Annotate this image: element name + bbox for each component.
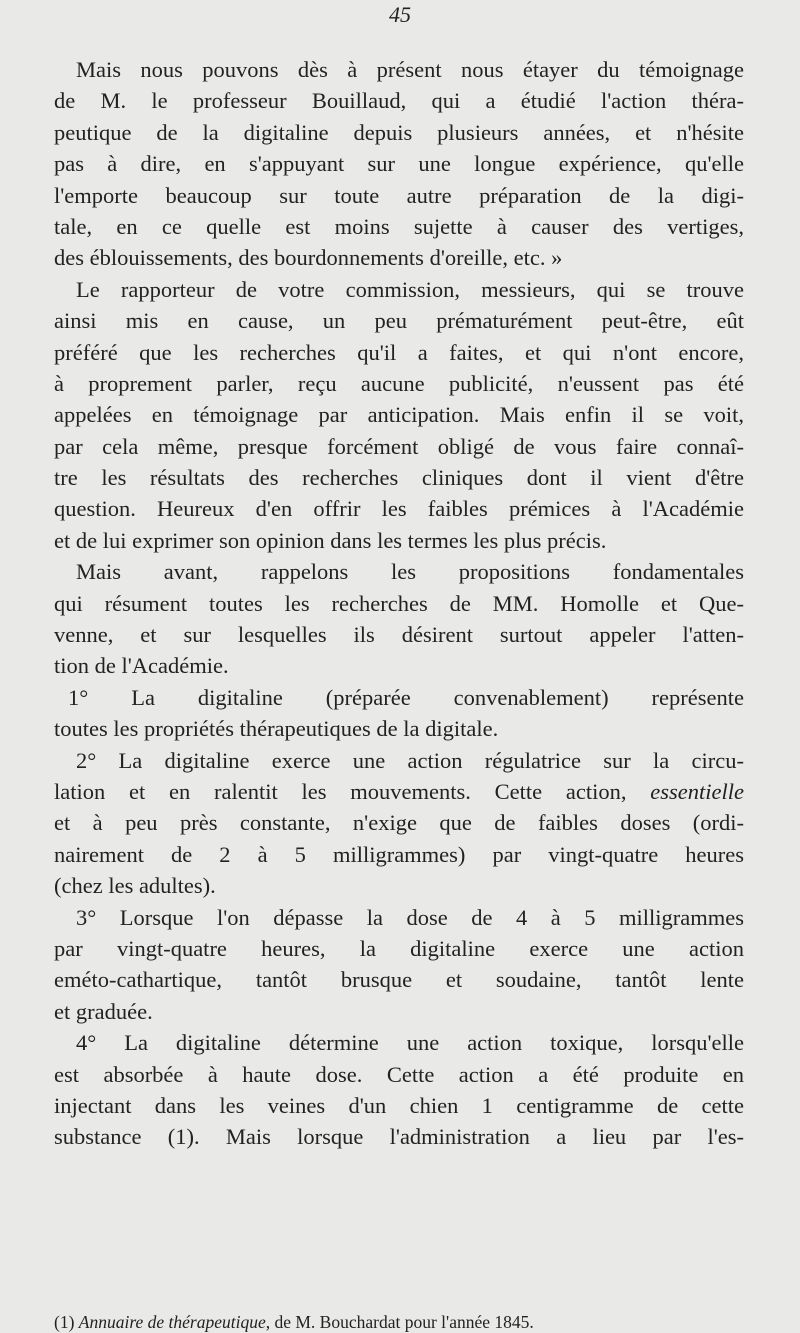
text-line — [54, 525, 744, 556]
text-line-content: Le rapporteur de votre commission, messieurs, qui se trouve — [76, 276, 744, 302]
text-line — [54, 713, 744, 744]
italic-word: essentielle — [650, 778, 744, 804]
body-text — [54, 54, 744, 1153]
text-line — [54, 933, 744, 964]
text-line-content: injectant dans les veines d'un chien 1 centigramme de cette — [54, 1092, 744, 1118]
text-line — [54, 1121, 744, 1152]
text-line-content: Mais nous pouvons dès à présent nous étayer du témoignage — [76, 57, 744, 82]
text-line-content: eméto-cathartique, tantôt brusque et soudaine, tantôt lente — [54, 967, 744, 993]
text-line-content: substance (1). Mais lorsque l'administration a lieu par l'es- — [54, 1124, 744, 1150]
text-line — [54, 807, 744, 838]
text-line-content: des éblouissements, des bourdonnements d'oreille, etc. » — [54, 245, 563, 271]
text-line-content: nairement de 2 à 5 milligrammes) par vingt-quatre heures — [54, 841, 744, 867]
text-line — [54, 650, 744, 681]
text-line — [54, 839, 744, 870]
text-line-content: par cela même, presque forcément obligé de vous faire connaî- — [54, 433, 744, 459]
text-line — [54, 493, 744, 524]
text-line — [54, 1059, 744, 1090]
text-line-content: lation et en ralentit les mouvements. Cette action, — [54, 778, 627, 804]
text-line — [54, 964, 744, 995]
text-line-content: tale, en ce quelle est moins sujette à causer des vertiges, — [54, 213, 744, 239]
text-line — [54, 117, 744, 148]
text-line-content: appelées en témoignage par anticipation. Mais enfin il se voit, — [54, 402, 744, 428]
text-line-content: venne, et sur lesquelles ils désirent surtout appeler l'atten- — [54, 622, 744, 648]
text-line-content: 4° La digitaline détermine une action toxique, lorsqu'elle — [76, 1030, 744, 1056]
footnote-marker: (1) — [54, 1312, 75, 1332]
text-line — [54, 180, 744, 211]
footnote-text: , de M. Bouchardat pour l'année 1845. — [265, 1312, 534, 1332]
text-line-content: (chez les adultes). — [54, 873, 216, 899]
text-line — [54, 745, 744, 776]
text-line-content: de M. le professeur Bouillaud, qui a étudié l'action théra- — [54, 88, 744, 114]
text-line-content: à proprement parler, reçu aucune publicité, n'eussent pas été — [54, 370, 744, 396]
text-line — [54, 462, 744, 493]
text-line — [54, 85, 744, 116]
text-line — [54, 368, 744, 399]
text-line — [54, 682, 744, 713]
text-line — [54, 619, 744, 650]
text-line-content: tion de l'Académie. — [54, 653, 229, 679]
text-line-content: par vingt-quatre heures, la digitaline exerce une action — [54, 935, 744, 961]
text-line-content: et graduée. — [54, 998, 153, 1024]
text-line-content: l'emporte beaucoup sur toute autre préparation de la digi- — [54, 182, 744, 208]
page-number: 45 — [389, 2, 411, 27]
text-line — [54, 996, 744, 1027]
text-line-content: pas à dire, en s'appuyant sur une longue expérience, qu'elle — [54, 151, 744, 177]
text-line — [54, 211, 744, 242]
text-line — [54, 305, 744, 336]
text-line — [54, 337, 744, 368]
text-line — [54, 1027, 744, 1058]
text-line — [54, 242, 744, 273]
text-line — [54, 1090, 744, 1121]
text-line-content: Mais avant, rappelons les propositions fondamentales — [76, 559, 744, 585]
text-line — [54, 870, 744, 901]
text-line — [54, 399, 744, 430]
text-line-content: question. Heureux d'en offrir les faibles prémices à l'Académie — [54, 496, 744, 522]
text-line-content: 1° La digitaline (préparée convenablement) représente — [68, 684, 744, 710]
text-line-content: est absorbée à haute dose. Cette action a été produite en — [54, 1061, 744, 1087]
text-line — [54, 588, 744, 619]
text-line-content: tre les résultats des recherches cliniques dont il vient d'être — [54, 465, 744, 491]
text-line-content: et de lui exprimer son opinion dans les termes les plus précis. — [54, 527, 607, 553]
text-line — [54, 776, 744, 807]
text-line-content: 3° Lorsque l'on dépasse la dose de 4 à 5 milligrammes — [76, 904, 744, 930]
text-line-content: toutes les propriétés thérapeutiques de la digitale. — [54, 716, 499, 742]
text-line — [54, 148, 744, 179]
text-line — [54, 54, 744, 85]
text-line-content: préféré que les recherches qu'il a faites, et qui n'ont encore, — [54, 339, 744, 365]
text-line-content: peutique de la digitaline depuis plusieurs années, et n'hésite — [54, 119, 744, 145]
text-line — [54, 274, 744, 305]
text-line-content: qui résument toutes les recherches de MM. Homolle et Que- — [54, 590, 744, 616]
footnote-title: Annuaire de thérapeutique — [78, 1312, 266, 1332]
text-line — [54, 556, 744, 587]
text-line — [54, 431, 744, 462]
text-line-content: ainsi mis en cause, un peu prématurément peut-être, eût — [54, 308, 744, 334]
text-line-content: et à peu près constante, n'exige que de faibles doses (ordi- — [54, 810, 744, 836]
footnote — [54, 1311, 744, 1333]
text-line-content: 2° La digitaline exerce une action régulatrice sur la circu- — [76, 747, 744, 773]
text-line — [54, 902, 744, 933]
